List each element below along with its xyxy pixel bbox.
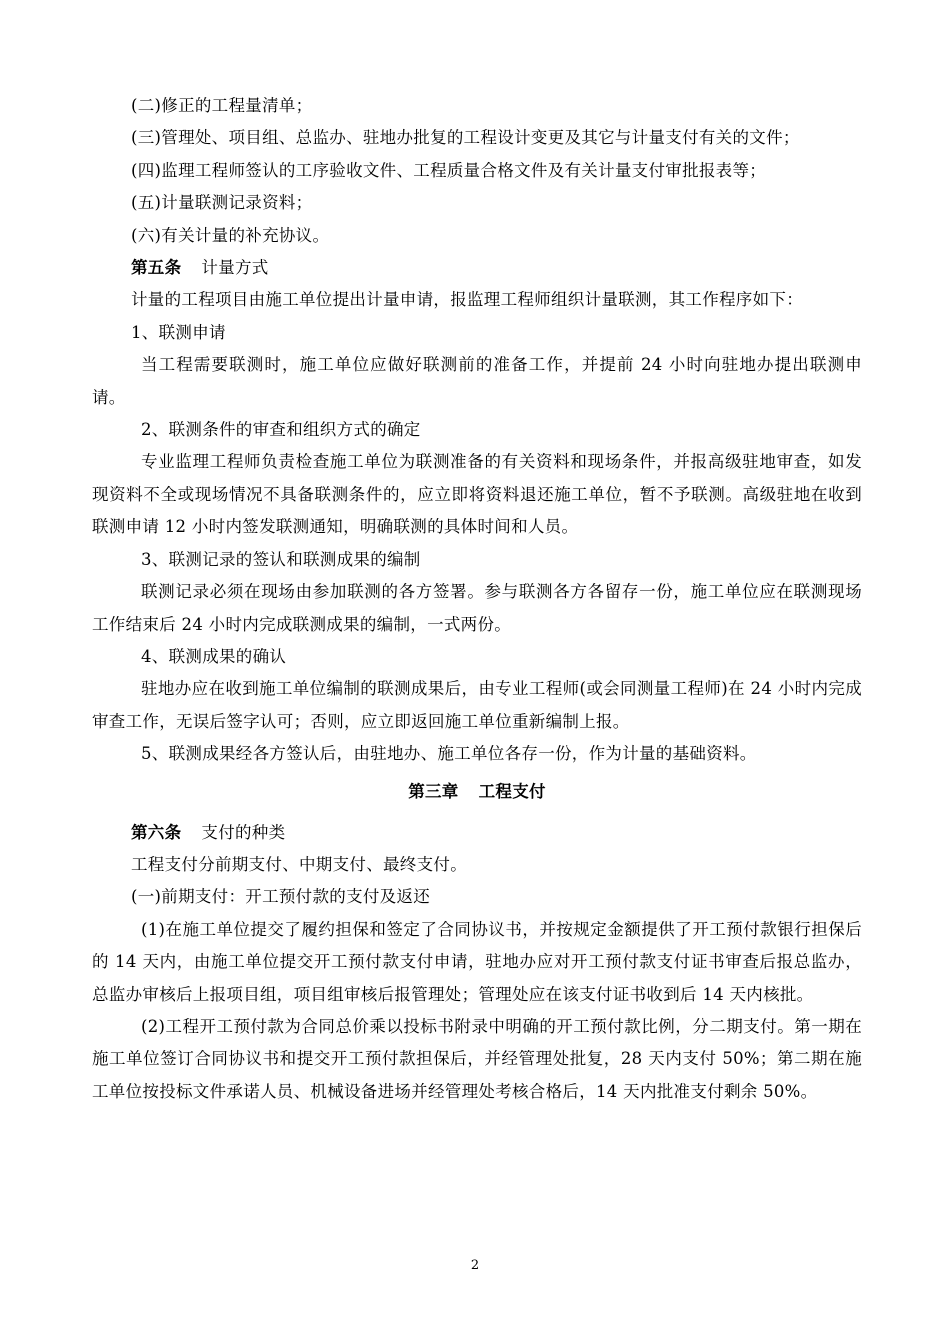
- section-1-body: 当工程需要联测时，施工单位应做好联测前的准备工作，并提前 24 小时向驻地办提出联测申请。: [92, 355, 862, 407]
- article-5-heading: [92, 252, 862, 284]
- article-5-title: 计量方式: [201, 258, 269, 278]
- section-4-body: 驻地办应在收到施工单位编制的联测成果后，由专业工程师(或会同测量工程师)在 24 小时内完成审查工作，无误后签字认可；否则，应立即返回施工单位重新编制上报。: [92, 679, 862, 731]
- clause-wu: (五)计量联测记录资料；: [131, 193, 313, 213]
- article-6-item2: (2)工程开工预付款为合同总价乘以投标书附录中明确的开工预付款比例，分二期支付。第一期在施工单位签订合同协议书和提交开工预付款担保后，并经管理处批复，28 天内支付 50%；第二期在施工单位按投标文件承诺人员、机械设备进场并经管理处考核合格后，14 天内批准支付剩余 50%。: [92, 1016, 862, 1101]
- section-5: 5、联测成果经各方签认后，由驻地办、施工单位各存一份，作为计量的基础资料。: [141, 744, 757, 764]
- article-6-heading: [92, 817, 862, 849]
- section-4-title: 4、联测成果的确认: [141, 646, 287, 666]
- article-5-label: 第五条: [131, 258, 182, 278]
- article-6-item1: (1)在施工单位提交了履约担保和签定了合同协议书，并按规定金额提供了开工预付款银行担保后的 14 天内，由施工单位提交开工预付款支付申请，驻地办应对开工预付款支付证书审查后报总监办，总监办审核后上报项目组，项目组审核后报管理处；管理处应在该支付证书收到后 14 天内核批。: [92, 919, 862, 1004]
- clause-san: (三)管理处、项目组、总监办、驻地办批复的工程设计变更及其它与计量支付有关的文件；: [131, 128, 800, 148]
- chapter-3-number: 第三章: [408, 781, 459, 801]
- section-3-body: 联测记录必须在现场由参加联测的各方签署。参与联测各方各留存一份，施工单位应在联测现场工作结束后 24 小时内完成联测成果的编制，一式两份。: [92, 582, 862, 634]
- clause-liu: (六)有关计量的补充协议。: [131, 225, 330, 245]
- clause-er: (二)修正的工程量清单；: [131, 96, 313, 115]
- section-3-title: 3、联测记录的签认和联测成果的编制: [141, 549, 421, 569]
- document-body: [92, 90, 862, 1108]
- article-6-intro: 工程支付分前期支付、中期支付、最终支付。: [131, 854, 467, 874]
- chapter-3-title: 工程支付: [478, 781, 546, 801]
- page-number: 2: [470, 1258, 480, 1273]
- article-6-sub1: (一)前期支付：开工预付款的支付及返还: [131, 887, 431, 907]
- clause-si: (四)监理工程师签认的工序验收文件、工程质量合格文件及有关计量支付审批报表等；: [131, 160, 767, 180]
- article-6-title: 支付的种类: [201, 822, 286, 842]
- article-5-intro: 计量的工程项目由施工单位提出计量申请，报监理工程师组织计量联测，其工作程序如下：: [131, 290, 803, 310]
- section-2-body: 专业监理工程师负责检查施工单位为联测准备的有关资料和现场条件，并报高级驻地审查，如发现资料不全或现场情况不具备联测条件的，应立即将资料退还施工单位，暂不予联测。高级驻地在收到联测申请 12 小时内签发联测通知，明确联测的具体时间和人员。: [92, 452, 862, 537]
- section-1-title: 1、联测申请: [131, 322, 226, 342]
- article-6-label: 第六条: [131, 822, 182, 842]
- chapter-3-heading: [92, 775, 862, 809]
- section-2-title: 2、联测条件的审查和组织方式的确定: [141, 420, 421, 440]
